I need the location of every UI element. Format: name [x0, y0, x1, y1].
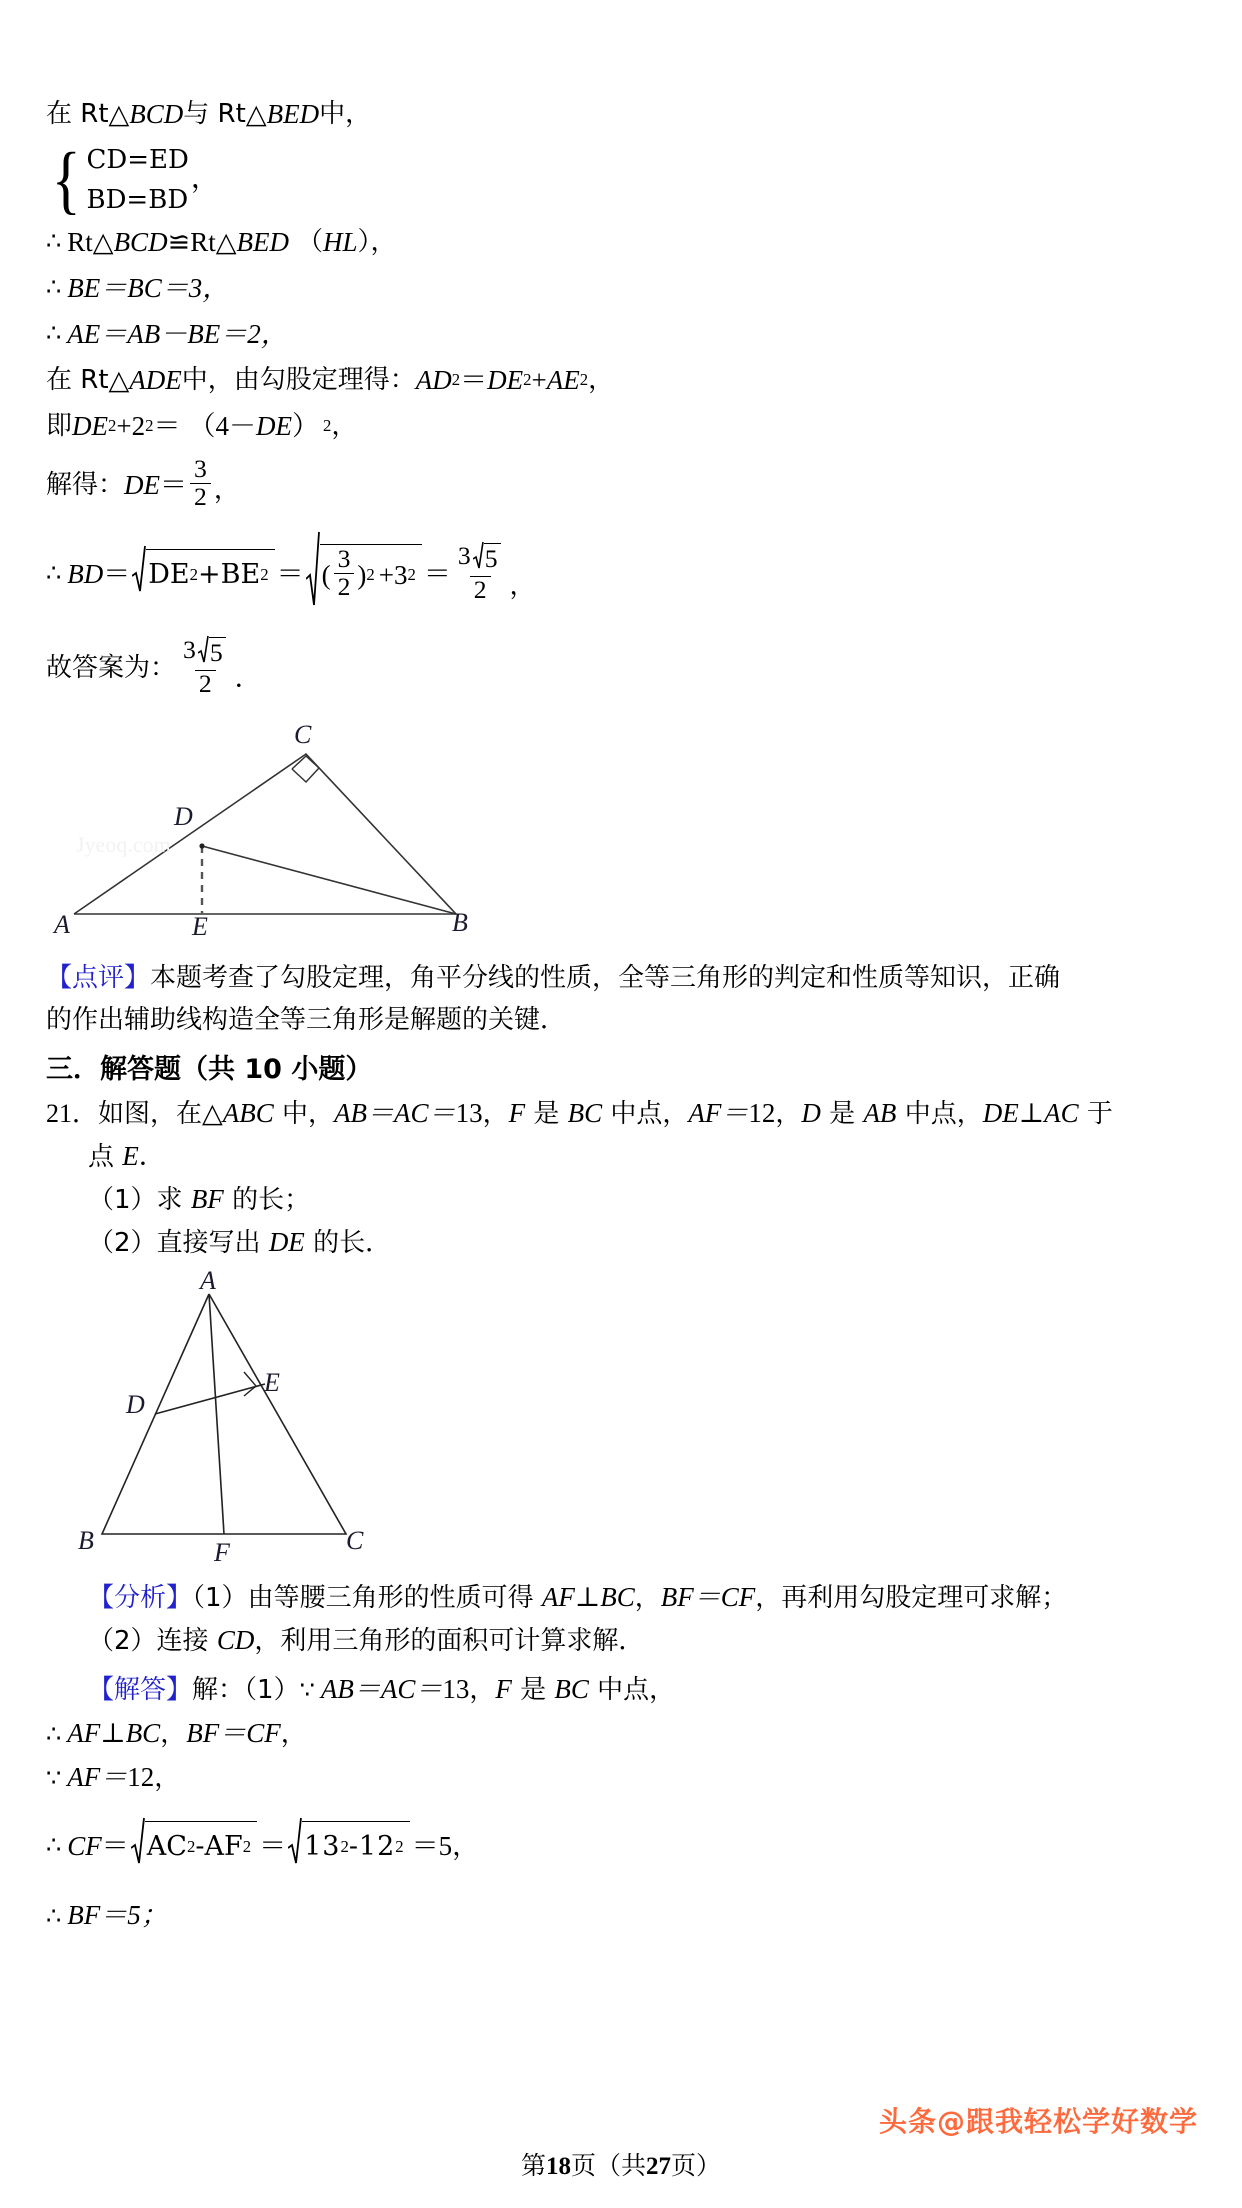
radical-sign-icon-6 [288, 1815, 302, 1878]
q21-part2-b: 的长． [304, 1228, 392, 1258]
section-heading-title: 解答题 [100, 1054, 181, 1085]
radical-sign-icon-3 [473, 540, 484, 576]
solution-l1-bc: BC [554, 1674, 589, 1704]
coef-3-a: 3 [457, 540, 471, 570]
radical-4-five: 5 [209, 638, 223, 668]
proof-line-3-rt: Rt [67, 227, 93, 257]
question-21-part-2 [88, 1221, 1196, 1264]
radical-2-body: ( $\frac{3}{2}$ ) 2 +3 2 [320, 544, 422, 605]
fraction-denominator-root-b: 2 [195, 670, 216, 698]
q21-de: DE [982, 1098, 1019, 1128]
question-21-stem-line-2 [88, 1135, 1196, 1178]
q21-part1-bf: BF [190, 1184, 224, 1214]
proof-line-7-de: DE [72, 411, 109, 441]
radical-svg-6 [288, 1815, 302, 1865]
analysis-l1-c: ，再利用勾股定理可求解； [755, 1583, 1068, 1613]
proof-line-8-de: DE [124, 470, 161, 500]
q21-f: F [508, 1098, 526, 1128]
solution-l3-a: ， [154, 1763, 181, 1793]
figure1-label-A: A [54, 910, 70, 939]
radical-6-minus-12: -12 [348, 1831, 396, 1862]
q21-part2-no: （2） [88, 1228, 157, 1258]
q21-line2-period: ． [138, 1141, 166, 1171]
q21-d: D [801, 1098, 821, 1128]
proof-line-7-plus2: +2 [116, 411, 146, 441]
proof-line-1-text-f: 中， [319, 99, 372, 129]
because-symbol-2: ∵ [46, 1766, 62, 1792]
q21-part2-de: DE [268, 1227, 305, 1257]
figure2-label-E: E [264, 1368, 280, 1397]
footer-page-number: 18 [545, 2153, 571, 2180]
radical-4 [198, 634, 226, 670]
figure2-label-C: C [346, 1526, 364, 1555]
radical-sign-icon-4 [198, 634, 209, 670]
q21-abc: ABC [222, 1098, 274, 1128]
faint-watermark-1: Jyeoq.com [76, 832, 171, 857]
proof-line-3-rt2: Rt [190, 227, 216, 257]
q21-stem-d: 是 [525, 1099, 568, 1129]
therefore-symbol-5: ∴ [46, 1722, 62, 1748]
fraction-numerator-root [454, 540, 507, 576]
q21-13: 13 [455, 1098, 483, 1128]
proof-line-9 [46, 526, 1196, 622]
analysis-l2-b: ，利用三角形的面积可计算求解． [254, 1626, 645, 1656]
analysis-l1-bc: BC [600, 1582, 635, 1612]
radical-4-body [209, 637, 226, 667]
brand-watermark: 头条@跟我轻松学好数学 [878, 2105, 1198, 2138]
analysis-tag: 【分析】 [88, 1583, 193, 1613]
q21-part2-a: 直接写出 [156, 1228, 269, 1258]
therefore-symbol-2: ∴ [46, 275, 62, 301]
radical-sign-icon-1 [132, 543, 146, 606]
radical-5 [131, 1815, 257, 1878]
comment-block [46, 956, 1196, 1041]
proof-line-3 [46, 220, 1196, 264]
solution-line-1 [88, 1668, 1196, 1712]
equation-system [48, 138, 1196, 222]
fraction-denominator-root: 2 [470, 576, 491, 604]
proof-line-4-text: BE＝BC＝3， [67, 273, 230, 303]
therefore-symbol-7: ∴ [46, 1904, 62, 1930]
proof-line-6-text-c: 中，由勾股定理得： [181, 365, 416, 395]
solution-l3-af: AF＝ [67, 1762, 128, 1792]
equation-system-comma: ， [190, 163, 219, 194]
analysis-l1-bf: BF＝CF [660, 1582, 756, 1612]
proof-line-6-text-a: 在 Rt [46, 365, 109, 395]
radical-1-plus-be: +BE [198, 559, 261, 590]
proof-line-7-close: ） [292, 411, 319, 441]
figure1-label-B: B [452, 908, 468, 937]
solution-line-3 [46, 1756, 1196, 1800]
figure-2-svg [84, 1276, 414, 1566]
solution-l5-text: BF＝5； [67, 1900, 168, 1930]
page-footer [0, 2146, 1242, 2182]
solution-line-5 [46, 1894, 1196, 1938]
proof-line-1-text-a: 在 Rt [46, 99, 109, 129]
solution-l1-d: 中点， [588, 1675, 676, 1705]
radical-svg-3 [473, 540, 484, 570]
q21-line2-e: E [122, 1141, 139, 1171]
q21-stem-f2: ， [775, 1099, 802, 1129]
because-symbol-1: ∵ [299, 1678, 315, 1704]
triangle-symbol: △ [108, 99, 130, 129]
proof-line-3-paren-open: （ [296, 227, 323, 257]
q21-stem-i: 于 [1078, 1099, 1113, 1129]
analysis-l2-a: 连接 [156, 1626, 217, 1656]
solution-l1-13: 13 [442, 1674, 470, 1704]
solution-l2-bf: BF＝CF [186, 1718, 281, 1748]
solution-line-4 [46, 1800, 1196, 1892]
solution-perp-icon: ⊥ [100, 1718, 126, 1748]
radical-5-minus-af: -AF [195, 1831, 243, 1862]
radical-3 [473, 540, 501, 576]
solution-l2-bc: BC [125, 1718, 161, 1748]
analysis-line-2 [88, 1619, 1196, 1662]
radical-1-de: DE [148, 559, 190, 590]
fraction-3root5-over-2-a [454, 540, 507, 604]
solution-l4-cf: CF [67, 1831, 102, 1861]
equation-row-1: CD=ED [86, 145, 189, 175]
q21-stem-e: 中点， [602, 1099, 689, 1129]
solution-l4-eq1: ＝ [101, 1831, 129, 1861]
solution-tag: 【解答】 [88, 1675, 193, 1705]
comment-line-2: 的作出辅助线构造全等三角形是解题的关键． [46, 1005, 567, 1035]
radical-3-body [484, 543, 501, 573]
analysis-l2-cd: CD [216, 1625, 255, 1655]
radical-1 [132, 543, 274, 606]
solution-l3-12: 12 [127, 1762, 155, 1792]
q21-part1-no: （1） [88, 1185, 157, 1215]
solution-l2-af: AF [67, 1718, 101, 1748]
analysis-line-1 [88, 1576, 1196, 1619]
comment-line-1 [46, 956, 1196, 999]
proof-line-10-period: ． [234, 663, 262, 693]
q21-stem-g: 是 [820, 1099, 864, 1129]
q21-ab-ac: AB＝AC＝ [334, 1098, 456, 1128]
proof-line-8-text-a: 解得： [46, 470, 125, 500]
fraction-denominator-b: 2 [334, 573, 355, 601]
fraction-denominator: 2 [190, 483, 211, 511]
proof-line-6-plus: + [531, 365, 547, 395]
proof-line-1-bed: BED [266, 99, 320, 129]
comment-tag: 【点评】 [46, 963, 151, 993]
fraction-three-halves-b [334, 543, 355, 601]
solution-l1-ab: AB＝AC＝ [320, 1674, 443, 1704]
proof-line-9-comma: ， [509, 571, 536, 601]
proof-line-7-eq: ＝ [153, 411, 181, 441]
analysis-l1-b: ， [634, 1583, 661, 1613]
section-heading-count: （共 10 小题） [181, 1054, 373, 1085]
radical-5-body: AC 2 -AF 2 [145, 1821, 257, 1871]
q21-triangle-icon: △ [202, 1098, 223, 1128]
therefore-symbol-6: ∴ [46, 1833, 62, 1859]
radical-1-body: DE 2 +BE 2 [146, 549, 274, 599]
radical-svg-2 [306, 529, 320, 607]
proof-line-6-de: DE [487, 365, 524, 395]
question-21-number: 21． [46, 1099, 99, 1128]
radical-5-ac: AC [146, 1831, 187, 1862]
proof-line-6: 在 Rt △ ADE 中，由勾股定理得： AD 2 ＝ DE 2 + AE 2 ， [46, 358, 1196, 402]
equation-system-rows [86, 140, 188, 220]
q21-line2-a: 点 [88, 1142, 123, 1172]
footer-prefix: 第 [520, 2151, 546, 2180]
triangle-symbol-3: △ [92, 227, 114, 257]
therefore-symbol-3: ∴ [46, 321, 62, 347]
proof-line-6-comma: ， [588, 365, 615, 395]
triangle-symbol-4: △ [215, 227, 237, 257]
solution-l2-a: ， [160, 1719, 187, 1749]
radical-svg-5 [131, 1815, 145, 1865]
analysis-l1-a: 由等腰三角形的性质可得 [247, 1583, 542, 1613]
q21-perp-icon: ⊥ [1018, 1098, 1045, 1128]
analysis-block [46, 1576, 1196, 1662]
question-21-stem-line-1 [46, 1092, 1196, 1135]
fraction-numerator-b: 3 [337, 543, 351, 573]
q21-bc: BC [567, 1098, 603, 1128]
footer-suffix: 页） [671, 2151, 722, 2180]
figure-isosceles-abc [78, 1266, 414, 1567]
solution-block [46, 1668, 1196, 1938]
comment-text-1: 本题考查了勾股定理，角平分线的性质，全等三角形的判定和性质等知识，正确 [150, 963, 1061, 993]
solution-l1-c: 是 [511, 1675, 555, 1705]
figure2-label-A: A [200, 1266, 216, 1295]
triangle-symbol-2: △ [245, 99, 267, 129]
proof-line-10 [46, 626, 1196, 710]
figure2-label-D: D [126, 1390, 145, 1419]
proof-line-3-bed: BED [236, 227, 289, 257]
proof-line-1-bcd: BCD [129, 99, 184, 129]
solution-l1-a: 解： [192, 1675, 245, 1705]
q21-af: AF＝ [688, 1098, 749, 1128]
proof-line-8-comma: ， [213, 475, 240, 505]
solution-l4-eq3: ＝5， [411, 1831, 480, 1861]
proof-line-7-open: （4－ [188, 411, 256, 441]
congruent-symbol: ≌ [167, 227, 191, 257]
q21-stem-a: 如图，在 [98, 1099, 203, 1129]
page-content [46, 92, 1196, 1938]
radical-3-five: 5 [484, 544, 498, 574]
fraction-three-halves-a [190, 453, 211, 511]
q21-stem-c: ， [482, 1099, 509, 1129]
figure2-label-B: B [78, 1526, 94, 1555]
section-heading-prefix: 三． [46, 1054, 100, 1085]
proof-line-4 [46, 266, 1196, 310]
figure1-label-E: E [192, 912, 208, 941]
figure1-label-D: D [174, 802, 193, 831]
proof-line-6-ade: ADE [129, 365, 182, 395]
proof-line-8-eq: ＝ [160, 470, 188, 500]
radical-2-paren-close: ) [357, 560, 367, 590]
q21-stem-b: 中， [273, 1099, 335, 1129]
footer-total-pages: 27 [646, 2153, 671, 2180]
solution-l1-f: F [495, 1674, 512, 1704]
proof-line-6-ae: AE [546, 365, 580, 395]
analysis-perp-icon: ⊥ [574, 1582, 601, 1612]
radical-2-paren-open: ( [321, 560, 331, 590]
proof-line-3-bcd: BCD [113, 227, 168, 257]
proof-line-7: 即 DE 2 +2 2 ＝ （4－ DE ） 2 ， [46, 404, 1196, 448]
proof-line-6-ad: AD [415, 365, 452, 395]
radical-2 [306, 529, 422, 620]
proof-line-1 [46, 92, 1196, 136]
question-21 [46, 1092, 1196, 1264]
analysis-l1-no: （1） [192, 1583, 248, 1613]
radical-sign-icon-2 [306, 529, 320, 620]
proof-line-9-eq2: ＝ [276, 559, 304, 589]
coef-3-b: 3 [183, 634, 196, 664]
fraction-numerator-root-b [179, 634, 232, 670]
q21-abm: AB [863, 1098, 897, 1128]
proof-line-3-paren-close: ）， [357, 227, 397, 257]
q21-part1-b: 的长； [223, 1185, 311, 1215]
therefore-symbol-1: ∴ [46, 229, 62, 255]
proof-line-10-text-a: 故答案为： [46, 653, 177, 683]
solution-l2-b: ， [280, 1719, 307, 1749]
radical-2-plus-3: +3 [378, 560, 408, 590]
figure2-label-F: F [214, 1538, 230, 1567]
proof-line-5-text: AE＝AB－BE＝2， [67, 319, 288, 349]
proof-line-1-text-c: 与 Rt [183, 99, 246, 129]
proof-line-9-eq3: ＝ [423, 559, 451, 589]
radical-sign-icon-5 [131, 1815, 145, 1878]
footer-mid: 页（共 [570, 2151, 646, 2180]
radical-6-body: 13 2 -12 2 [302, 1821, 410, 1871]
radical-svg-1 [132, 543, 146, 593]
solution-l4-eq2: ＝ [259, 1831, 287, 1861]
radical-6 [288, 1815, 410, 1878]
section-heading [46, 1047, 1196, 1086]
q21-stem-h: 中点， [896, 1099, 983, 1129]
proof-line-7-text-a: 即 [46, 411, 73, 441]
proof-line-6-eq: ＝ [460, 365, 488, 395]
solution-l1-no: （1） [244, 1675, 300, 1705]
equation-row-2: BD=BD [86, 185, 189, 215]
fraction-3root5-over-2-b [179, 634, 232, 698]
proof-line-9-bd: BD [67, 559, 104, 589]
radical-6-13: 13 [304, 1831, 341, 1862]
proof-line-3-hl: HL [322, 227, 358, 257]
q21-part1-a: 求 [156, 1185, 191, 1215]
analysis-l2-no: （2） [88, 1626, 157, 1656]
proof-line-7-comma: ， [331, 411, 358, 441]
therefore-symbol-4: ∴ [46, 561, 62, 587]
solution-line-2 [46, 1712, 1196, 1756]
proof-line-7-de2: DE [256, 411, 292, 441]
triangle-symbol-5: △ [108, 365, 130, 395]
solution-l1-b: ， [469, 1675, 496, 1705]
fraction-numerator: 3 [194, 453, 207, 483]
proof-line-5 [46, 312, 1196, 356]
radical-svg-4 [198, 634, 209, 664]
left-brace-icon: { [51, 138, 81, 222]
analysis-l1-af: AF [541, 1582, 575, 1612]
figure-triangle-abc-de [54, 720, 516, 944]
figure1-label-C: C [294, 720, 312, 749]
q21-ac: AC [1044, 1098, 1079, 1128]
proof-line-8 [46, 450, 1196, 520]
question-21-part-1 [88, 1178, 1196, 1221]
proof-line-9-eq1: ＝ [103, 559, 131, 589]
q21-12: 12 [748, 1098, 776, 1128]
